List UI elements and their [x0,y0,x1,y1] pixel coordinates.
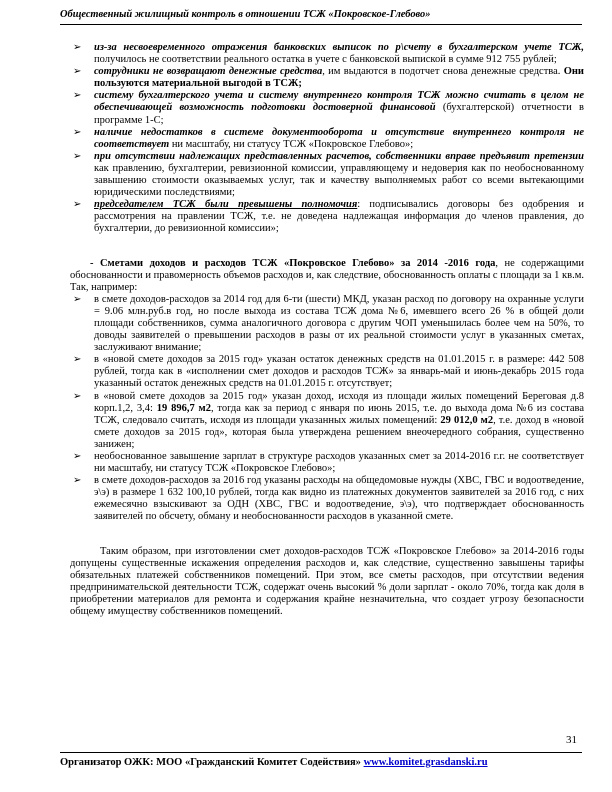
page-header: Общественный жилищный контроль в отношении ТСЖ «Покровское-Глебово» [60,9,431,20]
page-number: 31 [566,734,577,746]
arrow-bullet-icon: ➢ [73,150,82,162]
arrow-bullet-icon: ➢ [73,390,82,402]
arrow-bullet-icon: ➢ [73,90,82,102]
list-item: ➢ в смете доходов-расходов за 2016 год указаны расходы на общедомовые нужды (ХВС, ГВС и водоотведение, э\э) в размере 1 632 100,10 рублей, тогда как видно из платежных документов заявителей за 2016 год, с них ежемесячно взыскивают за ОДН (ХВС, ГВС и водоотведение, э\э), что подтверждает обоснованность заявителей по обсчету, обману и необоснованности расходов в указанной смете. [73,475,584,523]
footer-divider [60,752,582,753]
list-item: ➢ необоснованное завышение зарплат в структуре расходов указанных смет за 2014-2016 г.г. не соответствует ни масштабу, ни статусу ТСЖ «Покровское Глебово»; [73,451,584,475]
arrow-bullet-icon: ➢ [73,66,82,78]
section-intro: - Сметами доходов и расходов ТСЖ «Покровское Глебово» за 2014 -2016 года, не содержащими обоснованности и правомерность объемов расходов и, как следствие, обоснованность оплаты с площади за 1 кв.м. Так, например: [70,257,584,293]
list-item: ➢ систему бухгалтерского учета и систему внутреннего контроля ТСЖ можно считать в целом не обеспечивающей возможность подготовки достоверной финансовой (бухгалтерской) отчетности в программе 1-С; [73,90,584,126]
footer-organizer: Организатор ОЖК: МОО «Гражданский Комитет Содействия» [60,757,364,768]
findings-list [70,42,584,236]
header-divider [60,24,582,25]
list-item: ➢ в «новой смете доходов за 2015 год» указан доход, исходя из площади жилых помещений Береговая д.8 корп.1,2, 3,4: 19 896,7 м2, тогда как за период с января по июнь 2015, т.е. до выхода дома №6 из состава ТСЖ, следовало считать, исходя из площади указанных жилых помещений: 29 012,0 м2, т.е. доход в «новой смете доходов за 2015 год», которая была утверждена решением внеочередного собрания, существенно занижен; [73,390,585,450]
arrow-bullet-icon: ➢ [73,475,82,487]
list-item: ➢ из-за несвоевременного отражения банковских выписок по р\счету в бухгалтерском учете ТСЖ, получилось не соответствии реального остатка в учете с банковской выпиской в сумме 912 755 рублей; [73,42,584,66]
list-item: ➢ сотрудники не возвращают денежные средства, им выдаются в подотчет снова денежные средства. Они пользуются материальной выгодой в ТСЖ; [73,66,584,90]
list-item: ➢ в смете доходов-расходов за 2014 год для 6-ти (шести) МКД, указан расход по договору на охранные услуги = 9.06 млн.руб.в год, но после выхода из состава ТСЖ дома №6, имевшего всего 26 % в общей доли площади собственников, сумма аналогичного договора с другим ЧОП уменьшилась более чем на 50%, то доводы заявителей о превышении расходов в разы от их реальной стоимости услуг в указанных сметах, заслуживают внимание; [73,293,584,354]
list-item: ➢ председателем ТСЖ были превышены полномочия: подписывались договоры без одобрения и рассмотрения на правлении ТСЖ, т.е. не доведена надлежащая информация до членов правления, до бухгалтерии, до ревизионной комиссии»; [73,199,585,235]
arrow-bullet-icon: ➢ [73,293,82,305]
arrow-bullet-icon: ➢ [73,42,82,53]
arrow-bullet-icon: ➢ [73,199,82,211]
arrow-bullet-icon: ➢ [73,451,82,462]
arrow-bullet-icon: ➢ [73,126,82,138]
list-item: ➢ в «новой смете доходов за 2015 год» указан остаток денежных средств на 01.01.2015 г. в размере: 442 508 рублей, тогда как в «исполнении смет доходов и расходов ТСЖ» за январь-май и июнь-декабрь 2015 года указанный остаток денежных средств на 01.01.2015 г. отсутствует; [73,354,584,390]
footer-link[interactable]: www.komitet.grasdanski.ru [363,757,488,768]
estimates-list [70,294,584,524]
page-content [70,42,584,618]
conclusion-paragraph: Таким образом, при изготовлении смет доходов-расходов ТСЖ «Покровское Глебово» за 2014-2016 годы допущены существенные искажения определения расходов и, как следствие, существенно завышены тарифы обязательных платежей собственников помещений. При этом, все сметы расходов, при отсутствии ведения предпринимательской деятельности ТСЖ, содержат очень высокий % доли зарплат - около 70%, тогда как доля в приобретении материалов для ремонта и содержания крайне незначительна, что создает угрозу безопасности общему имуществу собственников помещений. [70,545,584,618]
list-item: ➢ наличие недостатков в системе документооборота и отсутствие внутреннего контроля не соответствует ни масштабу, ни статусу ТСЖ «Покровское Глебово»; [73,126,584,150]
page-footer [60,757,582,768]
arrow-bullet-icon: ➢ [73,354,82,366]
list-item: ➢ при отсутствии надлежащих представленных расчетов, собственники вправе предъявит претензии как правлению, бухгалтерии, ревизионной комиссии, управляющему и недоверия как по необоснованному завышению стоимости оказываемых услуг, так и качеству выполняемых работ со всеми вытекающими юридическими последствиями; [73,150,584,199]
